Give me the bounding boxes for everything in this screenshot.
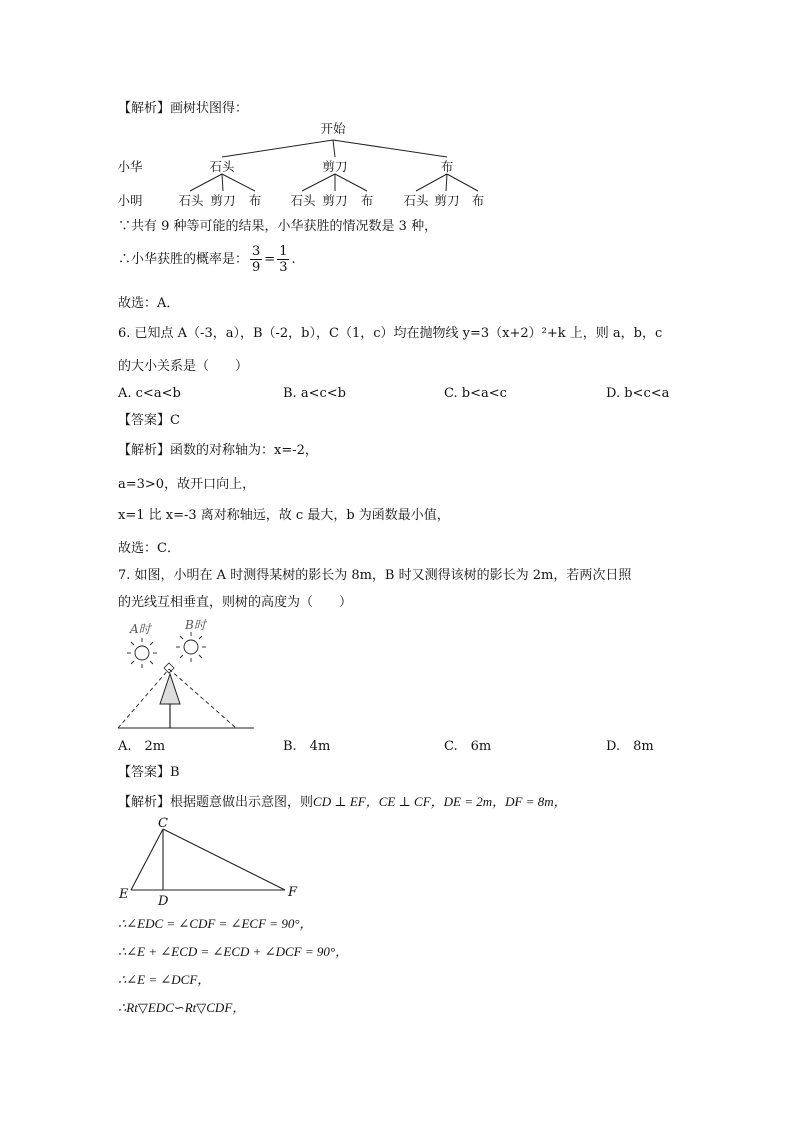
q7-step3: ∴∠E = ∠DCF， xyxy=(118,972,211,987)
q6-analysis-line1: 【解析】函数的对称轴为：x=-2， xyxy=(118,443,318,458)
q7-answer: 【答案】B xyxy=(118,765,180,780)
tree-leaf: 石头 xyxy=(290,193,316,208)
q7-step4: ∴Rt▽EDC∽Rt▽CDF， xyxy=(118,1000,246,1015)
tree-node: 布 xyxy=(440,159,454,174)
tree-row-label-xiaoming: 小明 xyxy=(117,193,143,208)
q5-line2-prefix: ∴小华获胜的概率是： xyxy=(118,252,249,267)
q7-stem-line1: 7. 如图，小明在 A 时测得某树的影长为 8m，B 时又测得该树的影长为 2m，若两次日照 xyxy=(118,568,632,583)
tree-root: 开始 xyxy=(320,121,346,136)
q6-stem-line2: 的大小关系是（ ） xyxy=(118,359,249,374)
q5-line1: ∵共有 9 种等可能的结果，小华获胜的情况数是 3 种， xyxy=(118,219,438,234)
analysis-tag: 【解析】 xyxy=(118,443,171,458)
q6-analysis-line2: a=3>0，故开口向上， xyxy=(118,477,256,492)
label-b-time: B时 xyxy=(185,618,206,632)
tree-leaf: 剪刀 xyxy=(210,193,236,208)
q6-option-c: C. b<a<c xyxy=(444,386,507,401)
q6-stem-line1: 6. 已知点 A（-3，a），B（-2，b），C（1，c）均在抛物线 y=3（x+2）²+k 上，则 a，b，c xyxy=(118,326,663,341)
q7-analysis-line1: 【解析】根据题意做出示意图，则CD ⊥ EF，CE ⊥ CF，DE = 2m，DF = 8m， xyxy=(118,794,567,810)
tree-leaf: 石头 xyxy=(403,193,429,208)
q7-option-c: C. 6m xyxy=(444,739,492,754)
tree-node: 石头 xyxy=(209,159,235,174)
q5-line2: ∴小华获胜的概率是： $\frac{3}{9}$ = $\frac{1}{3}$ . xyxy=(118,244,296,275)
q7-math-conditions: CD ⊥ EF，CE ⊥ CF，DE = 2m，DF = 8m， xyxy=(313,794,567,809)
q5-answer-line: 故选：A． xyxy=(118,296,180,311)
label-a-time: A时 xyxy=(130,622,151,636)
vertex-f: F xyxy=(288,885,298,900)
q7-option-b: B. 4m xyxy=(283,739,331,754)
tree-leaf: 石头 xyxy=(178,193,204,208)
q6-analysis-line3: x=1 比 x=-3 离对称轴远，故 c 最大，b 为函数最小值， xyxy=(118,508,450,523)
tree-node: 剪刀 xyxy=(322,159,348,174)
q6-analysis-line4: 故选：C． xyxy=(118,541,180,556)
q7-step2: ∴∠E + ∠ECD = ∠ECD + ∠DCF = 90°， xyxy=(118,944,349,959)
tree-leaf: 布 xyxy=(471,193,485,208)
vertex-c: C xyxy=(158,816,168,831)
vertex-d: D xyxy=(158,894,169,909)
fraction-3-9: $\frac{3}{9}$ xyxy=(252,244,261,275)
q7-option-d: D. 8m xyxy=(606,739,654,754)
q6-option-a: A. c<a<b xyxy=(118,386,181,401)
q7-stem-line2: 的光线互相垂直，则树的高度为（ ） xyxy=(118,595,353,610)
q6-option-b: B. a<c<b xyxy=(283,386,346,401)
q7-option-a: A. 2m xyxy=(118,739,166,754)
vertex-e: E xyxy=(119,887,129,902)
fraction-1-3: $\frac{1}{3}$ xyxy=(279,244,288,275)
tree-leaf: 布 xyxy=(248,193,262,208)
tree-leaf: 剪刀 xyxy=(434,193,460,208)
q7-step1: ∴∠EDC = ∠CDF = ∠ECF = 90°， xyxy=(118,916,313,931)
analysis-tag: 【解析】 xyxy=(118,101,171,116)
tree-leaf: 布 xyxy=(360,193,374,208)
analysis-tag: 【解析】 xyxy=(118,795,171,810)
q6-answer: 【答案】C xyxy=(118,413,180,428)
analysis-text: 画树状图得： xyxy=(170,101,249,116)
q6-option-d: D. b<c<a xyxy=(606,386,670,401)
tree-row-label-xiaohua: 小华 xyxy=(117,159,143,174)
tree-leaf: 剪刀 xyxy=(322,193,348,208)
